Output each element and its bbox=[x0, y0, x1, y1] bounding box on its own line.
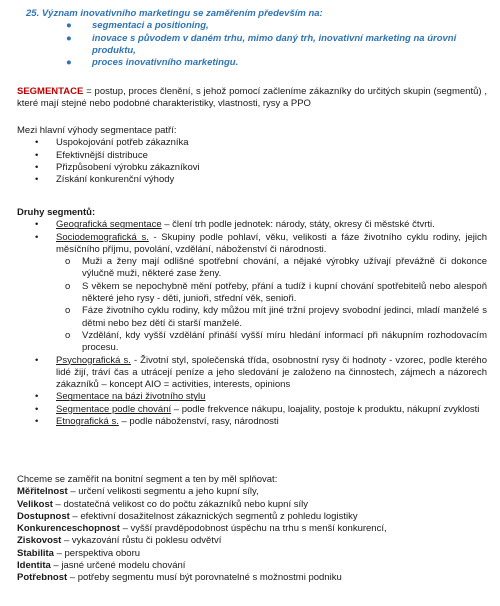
question-title: 25. Význam inovativního marketingu se zaměřením především na: bbox=[26, 8, 323, 19]
bullet-icon: ● bbox=[66, 20, 72, 32]
bullet-icon: • bbox=[35, 174, 39, 186]
segmentation-definition bbox=[17, 86, 487, 111]
bullet-icon: ● bbox=[66, 32, 72, 44]
question-topic: ● segmentaci a positioning, bbox=[66, 20, 209, 32]
bullet-icon: • bbox=[35, 391, 39, 403]
criterion-line: Velikost – dostatečná velikost co do počtu zákazníků nebo kupní síly bbox=[17, 498, 308, 510]
circle-bullet-icon: o bbox=[65, 280, 71, 292]
bullet-icon: • bbox=[35, 161, 39, 173]
criterion-line: Konkurenceschopnost – vyšší pravděpodobnost úspěchu na trhu s menší konkurencí, bbox=[17, 523, 387, 535]
sub-list-item: o S věkem se nepochybně mění potřeby, přání a tudíž i kupní chování spotřebitelů nebo alespoň některé jeho rysy - děti, junioři, střední věk, senioři. bbox=[65, 280, 487, 305]
question-topic: ● proces inovativního marketingu. bbox=[66, 57, 239, 69]
criterion-line: Ziskovost – vykazování růstu či poklesu odvětví bbox=[17, 535, 222, 547]
segment-types-list bbox=[17, 219, 487, 256]
bullet-icon: • bbox=[35, 231, 39, 243]
sub-list-item: o Vzdělání, kdy vyšší vzdělání přináší vyšší míru hledání informací při nákupním rozhodovacím procesu. bbox=[65, 329, 487, 354]
bullet-icon: • bbox=[35, 219, 39, 231]
criterion-line: Stabilita – perspektiva oboru bbox=[17, 547, 141, 559]
list-item: • Získání konkurenční výhody bbox=[35, 174, 175, 186]
criterion-line: Potřebnost – potřeby segmentu musí být porovnatelné s možnostmi podniku bbox=[17, 572, 342, 584]
question-heading bbox=[26, 8, 486, 69]
advantages-list bbox=[17, 137, 487, 186]
list-item: • Segmentace podle chování – podle frekvence nákupu, loajality, postoje k produktu, nákupní zvyklosti bbox=[35, 403, 480, 415]
list-item: • Uspokojování potřeb zákazníka bbox=[35, 137, 189, 149]
definition-term: SEGMENTACE bbox=[17, 86, 84, 97]
list-item: • Psychografická s. - Životní styl, společenská třída, osobnostní rysy či hodnoty - vzorec, podle kterého lidé žijí, tráví čas a utrácejí peníze a jeho sledování je založeno na činnostech, zájmech a názorech zákazníků – koncept AIO = activities, interests, opinions bbox=[35, 354, 487, 391]
bullet-icon: • bbox=[35, 137, 39, 149]
list-item: • Etnografická s. – podle náboženství, rasy, národnosti bbox=[35, 416, 279, 428]
bullet-icon: • bbox=[35, 416, 39, 428]
question-topic: ● inovace s původem v daném trhu, mimo daný trh, inovativní marketing na úrovni produktu, bbox=[66, 32, 457, 56]
bullet-icon: • bbox=[35, 403, 39, 415]
circle-bullet-icon: o bbox=[65, 305, 71, 317]
list-item: • Segmentace na bázi životního stylu bbox=[35, 391, 206, 403]
list-item: • Efektivnější distribuce bbox=[35, 149, 148, 161]
segment-types-list-continued bbox=[17, 355, 487, 429]
question-topics-list bbox=[26, 20, 486, 69]
segment-types-section bbox=[17, 207, 487, 428]
definition-text: = postup, proces členění, s jehož pomocí začleníme zákazníky do určitých skupin (segmentů) , které mají stejné nebo podobné charakteristiky, vlastnosti, rysy a PPO bbox=[17, 86, 487, 110]
advantages-section bbox=[17, 125, 487, 186]
criterion-line: Měřitelnost – určení velikosti segmentu a jeho kupní síly, bbox=[17, 486, 259, 498]
circle-bullet-icon: o bbox=[65, 256, 71, 268]
criterion-line: Identita – jasné určené modelu chování bbox=[17, 560, 186, 572]
list-item: • Sociodemografická s. - Skupiny podle pohlaví, věku, velikosti a fáze životního cyklu rodiny, jejich měsíčního příjmu, povolání, vzdělání, náboženství či národnosti. bbox=[35, 231, 487, 255]
criteria-intro: Chceme se zaměřit na bonitní segment a ten by měl splňovat: bbox=[17, 474, 278, 485]
section-title: Druhy segmentů: bbox=[17, 207, 96, 218]
advantages-intro: Mezi hlavní výhody segmentace patří: bbox=[17, 125, 177, 136]
sub-list-item: o Fáze životního cyklu rodiny, kdy můžou mít jiné tržní projevy svobodní jedinci, mladí manželé s dětmi nebo bez dětí či starší manželé. bbox=[65, 305, 487, 329]
circle-bullet-icon: o bbox=[65, 329, 71, 341]
bullet-icon: • bbox=[35, 149, 39, 161]
criterion-line: Dostupnost – efektivní dosažitelnost zákaznických segmentů z pohledu logistiky bbox=[17, 510, 358, 522]
bullet-icon: • bbox=[35, 354, 39, 366]
sub-list-item: o Muži a ženy mají odlišné spotřební chování, a nějaké výrobky užívají převážně či dokonce výlučně muži, některé zase ženy. bbox=[65, 256, 487, 280]
criteria-section bbox=[17, 474, 487, 585]
list-item: • Geografická segmentace – člení trh podle jednotek: národy, státy, okresy či městské čtvrti. bbox=[35, 219, 435, 231]
bullet-icon: ● bbox=[66, 57, 72, 69]
sociodemographic-sublist bbox=[17, 256, 487, 354]
list-item: • Přizpůsobení výrobku zákazníkovi bbox=[35, 161, 200, 173]
